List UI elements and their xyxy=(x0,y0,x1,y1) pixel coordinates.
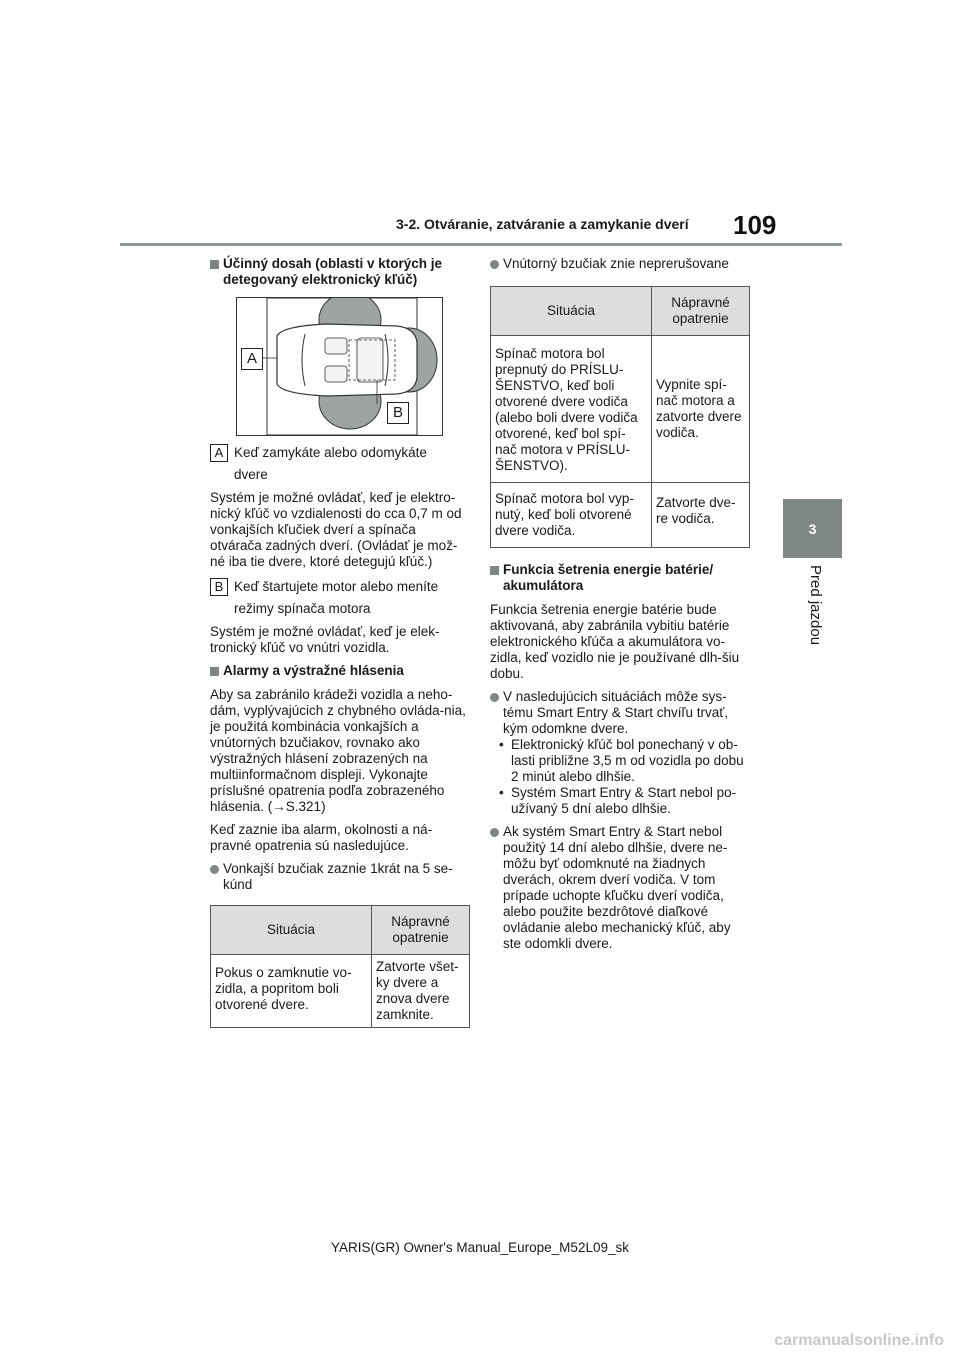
table-header-remedy: Nápravné opatrenie xyxy=(372,906,470,955)
label-b-box: B xyxy=(210,578,228,596)
table-row: Spínač motora bol vyp-nutý, keď boli otvorené dvere vodiča. Zatvorte dve-re vodiča. xyxy=(491,483,750,548)
left-column xyxy=(210,256,470,1038)
bullet-situations: V nasledujúcich situáciách môže sys-tému Smart Entry & Start chvíľu trvať, kým odomkne dvere. xyxy=(490,689,750,737)
page-number: 109 xyxy=(733,210,777,240)
chapter-tab-label: Pred jazdou xyxy=(807,565,824,646)
table-row: Pokus o zamknutie vo-zidla, a popritom boli otvorené dvere. Zatvorte všet-ky dvere a znova dvere zamknite. xyxy=(211,955,470,1028)
round-bullet-icon xyxy=(210,865,219,874)
chapter-tab: 3 xyxy=(783,499,842,558)
dash-item: • Systém Smart Entry & Start nebol po-užívaný 5 dní alebo dlhšie. xyxy=(499,785,737,816)
paragraph-b: Systém je možné ovládať, keď je elek-tronický kľúč vo vnútri vozidla. xyxy=(210,624,440,655)
table-interior-buzzer xyxy=(490,286,750,548)
paragraph-e: Funkcia šetrenia energie batérie bude aktivovaná, aby zabránila vybitiu batérie elektronického kľúča a akumulátora vo-zidla, keď vozidlo nie je používané dlh-šiu dobu. xyxy=(490,602,740,681)
section-title: 3-2. Otváranie, zatváranie a zamykanie dverí xyxy=(396,216,689,232)
table-row: Spínač motora bol prepnutý do PRÍSLU-ŠENSTVO, keď boli otvorené dvere vodiča (alebo boli dvere vodiča otvorené, keď bol spí-nač motora v PRÍSLU-ŠENSTVO). Vypnite spí-nač motora a zatvorte dvere vodiča. xyxy=(491,336,750,483)
item-b: B Keď štartujete motor alebo meníte režimy spínača motora xyxy=(210,578,470,618)
heading-alarms: Alarmy a výstražné hlásenia xyxy=(210,663,470,679)
square-bullet-icon xyxy=(210,667,219,676)
watermark: carmanualsonline.info xyxy=(774,1332,944,1349)
diagram-label-a: A xyxy=(241,348,263,370)
heading-battery-saving: Funkcia šetrenia energie batérie/ akumulátora xyxy=(490,562,750,594)
diagram-label-b: B xyxy=(387,402,409,424)
bullet-interior-buzzer: Vnútorný bzučiak znie neprerušovane xyxy=(490,256,750,272)
round-bullet-icon xyxy=(490,693,499,702)
dash-item: • Elektronický kľúč bol ponechaný v ob-lasti približne 3,5 m od vozidla po dobu 2 minút alebo dlhšie. xyxy=(499,737,744,784)
item-a: A Keď zamykáte alebo odomykáte dvere xyxy=(210,444,470,484)
square-bullet-icon xyxy=(210,260,219,269)
round-bullet-icon xyxy=(490,828,499,837)
range-diagram xyxy=(236,297,443,436)
round-bullet-icon xyxy=(490,260,499,269)
table-header-situation: Situácia xyxy=(211,906,372,955)
table-header-remedy: Nápravné opatrenie xyxy=(652,287,750,336)
label-a-box: A xyxy=(210,444,228,462)
paragraph-a: Systém je možné ovládať, keď je elektro-nický kľúč vo vzdialenosti do cca 0,7 m od vonkajších kľučiek dverí a spínača otvárača zadných dverí. (Ovládať je mož-né iba tie dvere, ktoré detegujú kľúč.) xyxy=(210,490,462,569)
right-column xyxy=(490,256,750,959)
table-exterior-buzzer xyxy=(210,905,470,1028)
table-header-situation: Situácia xyxy=(491,287,652,336)
heading-effective-range: Účinný dosah (oblasti v ktorých je detegovaný elektronický kľúč) xyxy=(210,256,470,288)
footer: YARIS(GR) Owner's Manual_Europe_M52L09_sk xyxy=(331,1240,629,1255)
square-bullet-icon xyxy=(490,566,499,575)
paragraph-d: Keď zaznie iba alarm, okolnosti a ná-pravné opatrenia sú nasledujúce. xyxy=(210,822,433,853)
car-range-illustration xyxy=(237,298,442,435)
bullet-exterior-buzzer: Vonkajší bzučiak zaznie 1krát na 5 se-kúnd xyxy=(210,861,470,893)
bullet-14-days: Ak systém Smart Entry & Start nebol použitý 14 dní alebo dlhšie, dvere ne-môžu byť odomknuté na žiadnych dverách, okrem dverí vodiča. V tom prípade uchopte kľučku dverí vodiča, alebo použite bezdrôtové diaľkové ovládanie alebo mechanický kľúč, aby ste odomkli dvere. xyxy=(490,824,750,952)
paragraph-c: Aby sa zabránilo krádeži vozidla a neho-dám, vyplývajúcich z chybného ovláda-nia, je použitá kombinácia vonkajších a vnútorných bzučiakov, rovnako ako výstražných hlásení zobrazených na multiinformačnom displeji. Vykonajte príslušné opatrenia podľa zobrazeného hlásenia. (→S.321) xyxy=(210,687,466,814)
header-rule xyxy=(120,243,842,246)
